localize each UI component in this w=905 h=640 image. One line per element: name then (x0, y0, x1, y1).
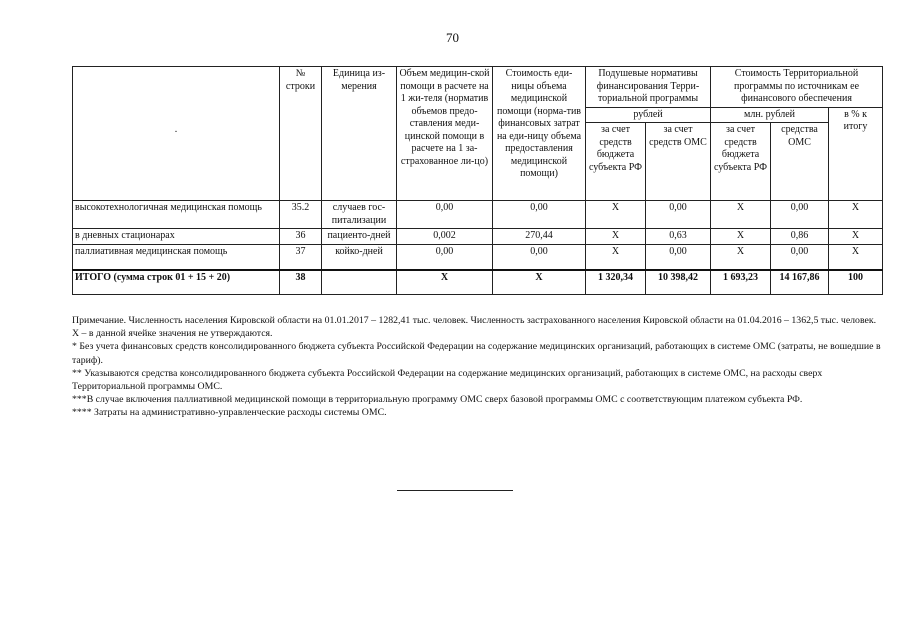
header-row-1 (73, 67, 883, 108)
row-volume: 0,002 (397, 229, 493, 245)
separator-line (397, 490, 513, 491)
header-cost: Стоимость еди-ницы объема медицинской помощи (норма-тив финансовых затрат на еди-ницу объема предоставления медицинской помощи) (493, 67, 586, 201)
header-blank-mark: . (174, 124, 178, 135)
row-number: 37 (280, 244, 322, 270)
note-two-stars: ** Указываются средства консолидированного бюджета субъекта Российской Федерации на содержание медицинских организаций, работающих в системе ОМС, на расходы сверх Территориальной программы ОМС. (72, 367, 823, 393)
row-cg-oms: 0,00 (771, 244, 829, 270)
note-population: Примечание. Численность населения Кировской области на 01.01.2017 – 1282,41 тыс. человек. Численность застрахованного населения Кировской области на 01.04.2016 – 1362,5 тыс. человек. (72, 315, 877, 326)
header-cost-unit: млн. рублей (711, 107, 829, 123)
header-row-number: № строки (280, 67, 322, 201)
row-cg-oms: 0,00 (771, 201, 829, 229)
page-number: 70 (446, 30, 459, 45)
row-cost: 270,44 (493, 229, 586, 245)
header-pc-oms: за счет средств ОМС (646, 123, 711, 201)
footnotes (72, 314, 887, 420)
header-cg-oms: средства ОМС (771, 123, 829, 201)
row-pc-oms: 0,00 (646, 201, 711, 229)
total-cg-budget: 1 693,23 (711, 270, 771, 294)
total-cg-percent: 100 (829, 270, 883, 294)
total-pc-oms: 10 398,42 (646, 270, 711, 294)
total-row (73, 270, 883, 294)
row-cg-budget: X (711, 201, 771, 229)
total-cost: X (493, 270, 586, 294)
row-cg-percent: X (829, 201, 883, 229)
row-unit: случаев гос-питализации (322, 201, 397, 229)
row-name: паллиативная медицинская помощь (73, 244, 280, 270)
row-pc-budget: X (586, 229, 646, 245)
row-pc-oms: 0,00 (646, 244, 711, 270)
row-volume: 0,00 (397, 201, 493, 229)
header-percent: в % к итогу (829, 107, 883, 201)
financing-table (72, 66, 883, 295)
row-cg-percent: X (829, 229, 883, 245)
header-cg-budget: за счет средств бюджета субъекта РФ (711, 123, 771, 201)
table-row (73, 201, 883, 229)
row-cg-percent: X (829, 244, 883, 270)
row-cg-oms: 0,86 (771, 229, 829, 245)
total-pc-budget: 1 320,34 (586, 270, 646, 294)
row-pc-budget: X (586, 244, 646, 270)
total-name: ИТОГО (сумма строк 01 + 15 + 20) (73, 270, 280, 294)
header-per-capita-group: Подушевые нормативы финансирования Терри-ториальной программы (586, 67, 711, 108)
row-pc-budget: X (586, 201, 646, 229)
row-name: высокотехнологичная медицинская помощь (73, 201, 280, 229)
header-cost-group: Стоимость Территориальной программы по источникам ее финансового обеспечения (711, 67, 883, 108)
note-four-stars: **** Затраты на административно-управленческие расходы системы ОМС. (72, 407, 387, 419)
header-volume: Объем медицин-ской помощи в расчете на 1 жи-теля (норматив объемов предо-ставления меди-цинской помощи в расчете на 1 за-страхованное ли-цо) (397, 67, 493, 201)
total-number: 38 (280, 270, 322, 294)
header-pc-budget: за счет средств бюджета субъекта РФ (586, 123, 646, 201)
total-volume: X (397, 270, 493, 294)
row-cg-budget: X (711, 244, 771, 270)
row-pc-oms: 0,63 (646, 229, 711, 245)
header-name-cell (73, 67, 280, 201)
row-number: 35.2 (280, 201, 322, 229)
row-unit: койко-дней (322, 244, 397, 270)
header-unit: Единица из-мерения (322, 67, 397, 201)
note-three-stars: ***В случае включения паллиативной медицинской помощи в территориальную программу ОМС сверх базовой программы ОМС с соответствующим платежом субъекта РФ. (72, 394, 803, 406)
row-number: 36 (280, 229, 322, 245)
table-row (73, 244, 883, 270)
table-row (73, 229, 883, 245)
total-unit (322, 270, 397, 294)
row-name: в дневных стационарах (73, 229, 280, 245)
row-cg-budget: X (711, 229, 771, 245)
note-x-meaning: X – в данной ячейке значения не утверждаются. (72, 328, 273, 340)
header-per-capita-unit: рублей (586, 107, 711, 123)
row-cost: 0,00 (493, 244, 586, 270)
note-one-star: * Без учета финансовых средств консолидированного бюджета субъекта Российской Федерации на содержание медицинских организаций, работающих в системе ОМС (затраты, не вошедшие в тариф). (72, 341, 881, 366)
row-volume: 0,00 (397, 244, 493, 270)
row-cost: 0,00 (493, 201, 586, 229)
row-unit: пациенто-дней (322, 229, 397, 245)
total-cg-oms: 14 167,86 (771, 270, 829, 294)
